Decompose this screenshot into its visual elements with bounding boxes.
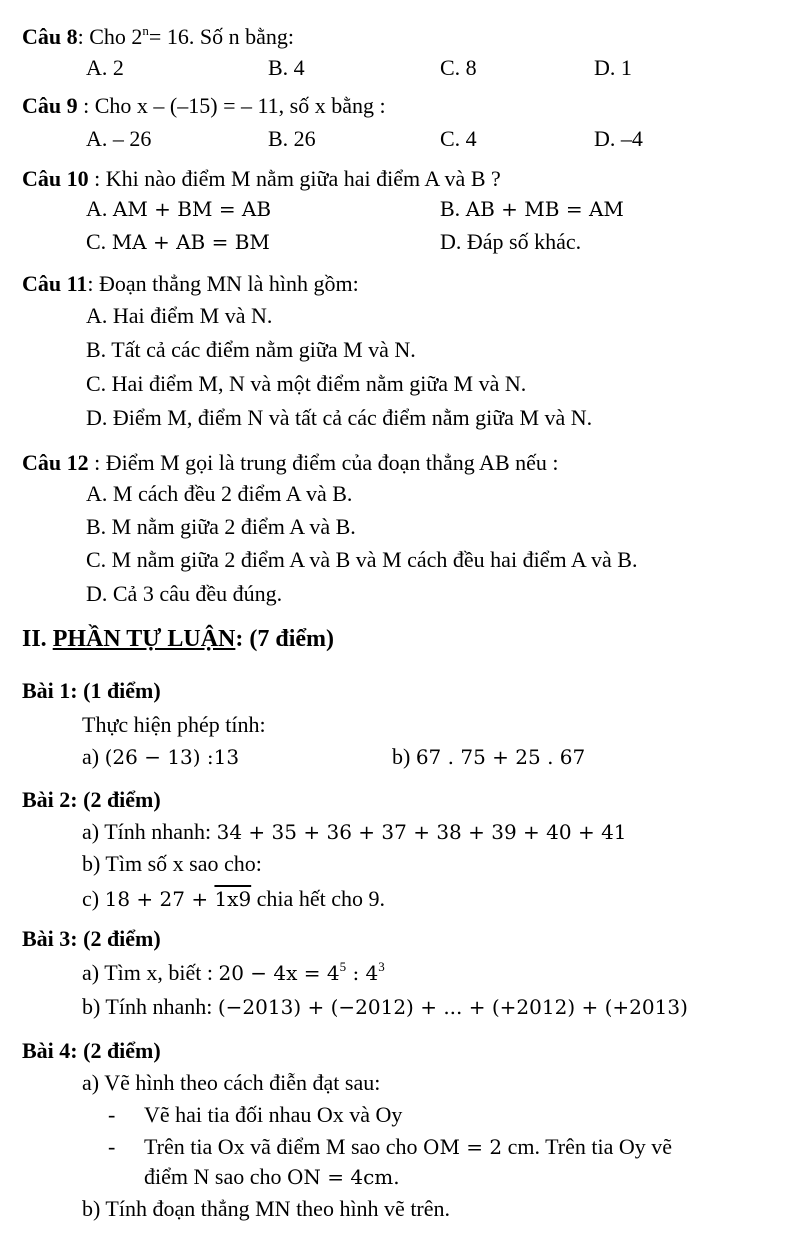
q9-option-d: D. –4 xyxy=(594,126,643,151)
q8-option-c: C. 8 xyxy=(440,55,477,80)
bai-1-intro: Thực hiện phép tính: xyxy=(82,712,266,737)
bai-4-bullet-2-cont-text: điểm N sao cho xyxy=(144,1164,287,1189)
bai-4-part-b: b) Tính đoạn thẳng MN theo hình vẽ trên. xyxy=(82,1196,451,1221)
question-9-label: Câu 9 xyxy=(22,93,78,118)
q9-option-b: B. 26 xyxy=(268,126,316,151)
q10-option-b-formula: AB + MB = AM xyxy=(465,197,624,221)
bai-2-overline-number: 1x9 xyxy=(214,887,252,911)
bai-3-part-b-formula: (−2013) + (−2012) + ... + (+2012) + (+2013) xyxy=(217,995,688,1019)
bai-3-part-b xyxy=(82,993,688,1021)
q11-option-d: D. Điểm M, điểm N và tất cả các điểm nằm giữa M và N. xyxy=(86,405,593,430)
q10-option-b-letter: B. xyxy=(440,196,466,221)
q12-option-c: C. M nằm giữa 2 điểm A và B và M cách đều hai điểm A và B. xyxy=(86,547,638,572)
question-10 xyxy=(22,165,501,193)
bai-2-part-c-formula: 18 + 27 + xyxy=(104,887,215,911)
bai-4-bullet-1-dash: - xyxy=(108,1102,116,1127)
question-11-text: : Đoạn thẳng MN là hình gồm: xyxy=(87,271,359,296)
bai-2-part-c-text: chia hết cho 9. xyxy=(251,886,385,911)
bai-2-part-c xyxy=(82,885,385,913)
q10-option-c-letter: C. xyxy=(86,229,112,254)
q10-option-a-letter: A. xyxy=(86,196,113,221)
bai-1-part-a-formula: (26 − 13) :13 xyxy=(104,745,240,769)
q11-option-a: A. Hai điểm M và N. xyxy=(86,303,273,328)
q12-option-b: B. M nằm giữa 2 điểm A và B. xyxy=(86,514,356,539)
bai-4-bullet-2 xyxy=(144,1133,672,1161)
bai-1-part-b-formula: 67 . 75 + 25 . 67 xyxy=(415,745,586,769)
question-11 xyxy=(22,270,359,298)
bai-4-bullet-1: Vẽ hai tia đối nhau Ox và Oy xyxy=(144,1102,403,1127)
q11-option-b: B. Tất cả các điểm nằm giữa M và N. xyxy=(86,337,416,362)
question-8 xyxy=(22,23,294,51)
q9-option-a: A. – 26 xyxy=(86,126,152,151)
question-9 xyxy=(22,92,386,120)
q10-option-a-formula: AM + BM = AB xyxy=(112,197,272,221)
question-8-label: Câu 8 xyxy=(22,24,78,49)
bai-2-part-a-label: a) Tính nhanh: xyxy=(82,819,217,844)
bai-4-bullet-2-cont xyxy=(144,1163,400,1191)
bai-1-part-a-label: a) xyxy=(82,744,105,769)
q10-option-a xyxy=(86,195,271,223)
exponent-n: n xyxy=(142,23,149,38)
question-11-label: Câu 11 xyxy=(22,271,88,296)
q9-option-c: C. 4 xyxy=(440,126,477,151)
bai-4-bullet-2-formula: OM = 2 xyxy=(423,1135,503,1159)
question-8-text-end: = 16. Số n bằng: xyxy=(148,24,294,49)
bai-3-part-a-label: a) Tìm x, biết : xyxy=(82,960,219,985)
bai-1-part-b-label: b) xyxy=(392,744,416,769)
question-12 xyxy=(22,449,559,477)
question-12-text: : Điểm M gọi là trung điểm của đoạn thẳng AB nếu : xyxy=(88,450,559,475)
question-8-text: : Cho 2 xyxy=(77,24,143,49)
q12-option-a: A. M cách đều 2 điểm A và B. xyxy=(86,481,353,506)
bai-3-title: Bài 3: (2 điểm) xyxy=(22,926,161,951)
section-2-points: : (7 điểm) xyxy=(235,626,334,652)
bai-3-exponent-2: 3 xyxy=(378,959,385,974)
question-10-label: Câu 10 xyxy=(22,166,89,191)
section-2-title: PHẦN TỰ LUẬN xyxy=(52,626,236,652)
section-2-heading xyxy=(22,623,334,655)
bai-3-part-a xyxy=(82,959,385,987)
question-10-text: : Khi nào điểm M nằm giữa hai điểm A và B ? xyxy=(88,166,501,191)
bai-2-title: Bài 2: (2 điểm) xyxy=(22,787,161,812)
question-12-label: Câu 12 xyxy=(22,450,89,475)
bai-4-bullet-2-dash: - xyxy=(108,1134,116,1159)
section-2-number: II. xyxy=(22,626,53,652)
q11-option-c: C. Hai điểm M, N và một điểm nằm giữa M và N. xyxy=(86,371,527,396)
question-9-text: : Cho x – (–15) = – 11, số x bằng : xyxy=(77,93,386,118)
bai-2-part-a xyxy=(82,818,627,846)
bai-4-title: Bài 4: (2 điểm) xyxy=(22,1038,161,1063)
q10-option-d: D. Đáp số khác. xyxy=(440,229,582,254)
bai-4-bullet-2-text-end: cm. Trên tia Oy vẽ xyxy=(502,1134,673,1159)
bai-1-title: Bài 1: (1 điểm) xyxy=(22,678,161,703)
bai-3-part-a-formula: 20 − 4x = 4 xyxy=(218,961,340,985)
bai-2-part-c-label: c) xyxy=(82,886,105,911)
bai-1-part-b xyxy=(392,743,585,771)
q8-option-a: A. 2 xyxy=(86,55,124,80)
bai-1-part-a xyxy=(82,743,239,771)
bai-2-part-a-formula: 34 + 35 + 36 + 37 + 38 + 39 + 40 + 41 xyxy=(216,820,627,844)
q10-option-c-formula: MA + AB = BM xyxy=(111,230,270,254)
bai-3-part-b-label: b) Tính nhanh: xyxy=(82,994,218,1019)
q10-option-c xyxy=(86,228,270,256)
bai-4-bullet-2-text: Trên tia Ox vã điểm M sao cho xyxy=(144,1134,424,1159)
q8-option-d: D. 1 xyxy=(594,55,632,80)
bai-3-exponent-1: 5 xyxy=(339,959,347,974)
bai-2-part-b: b) Tìm số x sao cho: xyxy=(82,851,262,876)
q10-option-b xyxy=(440,195,624,223)
bai-4-part-a: a) Vẽ hình theo cách điễn đạt sau: xyxy=(82,1070,381,1095)
q12-option-d: D. Cả 3 câu đều đúng. xyxy=(86,581,283,606)
bai-4-bullet-2-cont-formula: ON = 4cm. xyxy=(286,1165,400,1189)
bai-3-part-a-formula-2: : 4 xyxy=(346,961,379,985)
q8-option-b: B. 4 xyxy=(268,55,305,80)
